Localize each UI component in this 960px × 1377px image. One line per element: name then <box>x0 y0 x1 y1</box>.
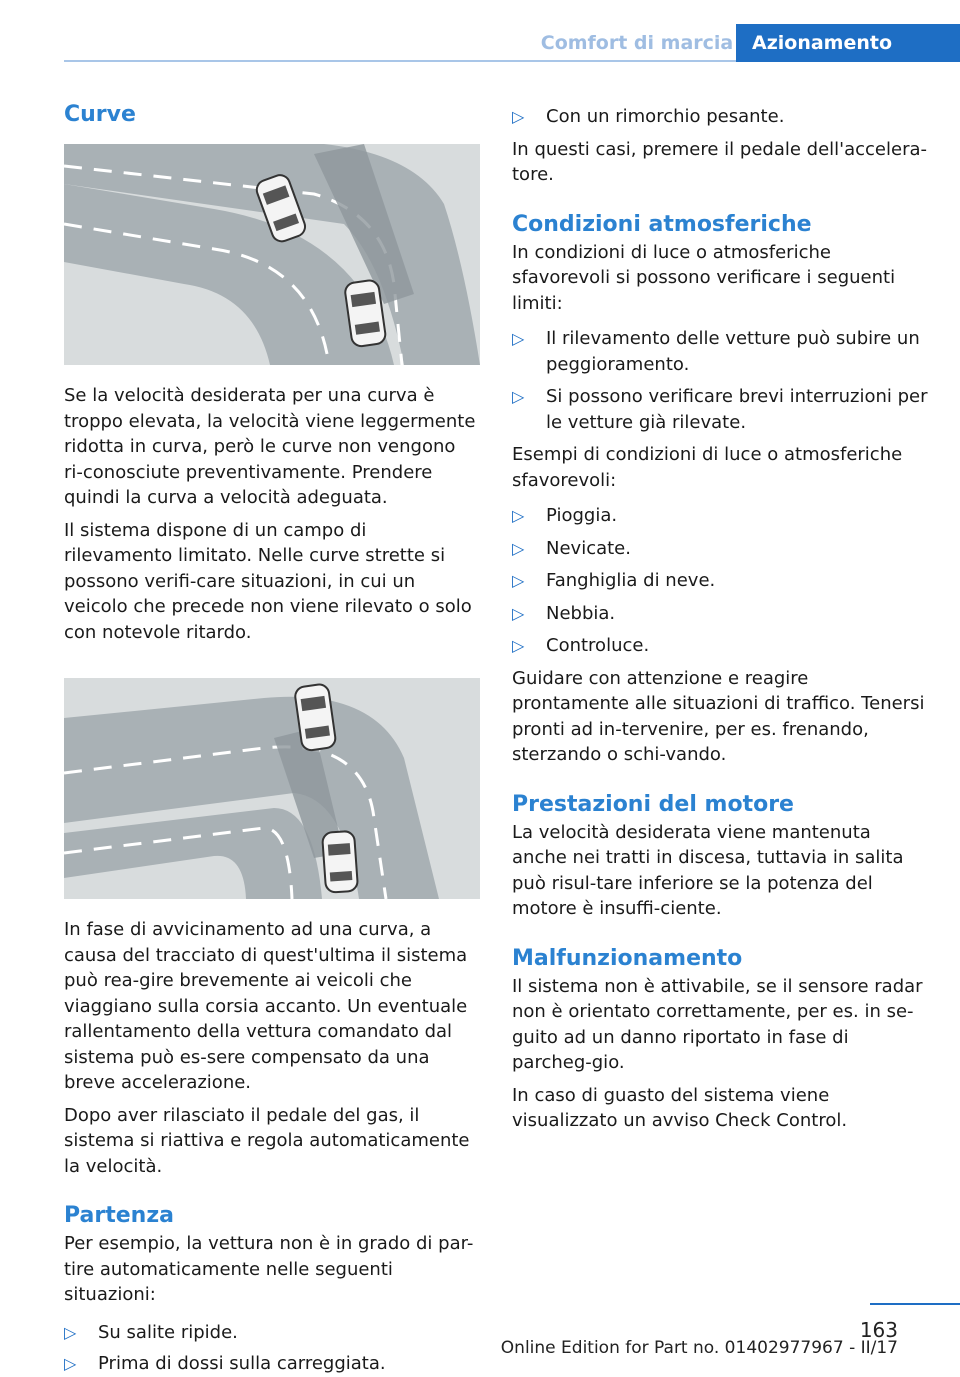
start-paragraph-1: Per esempio, la vettura non è in grado di par-tire automaticamente nelle seguenti situazioni: <box>64 1233 474 1305</box>
malfunction-heading: Malfunzionamento <box>512 945 743 971</box>
list-item: ▷ Prima di dossi sulla carreggiata. <box>64 1351 480 1377</box>
bullet-triangle-icon: ▷ <box>512 538 525 558</box>
header-section-tab: Comfort di marcia <box>540 32 734 54</box>
footer-rule <box>870 1303 960 1305</box>
list-item: ▷ Controluce. <box>512 633 928 659</box>
page-number: 163 <box>859 1318 898 1342</box>
curve-paragraph-3: In fase di avvicinamento ad una curva, a causa del tracciato di quest'ultima il sistema può rea-gire brevemente ai veicoli che viaggiano sulla corsia accanto. Un eventuale rallentamento della vettura comandato dal sistema può es-sere compensato da una breve accelerazione. <box>64 919 468 1093</box>
bullet-triangle-icon: ▷ <box>512 506 525 525</box>
weather-paragraph-3: Guidare con attenzione e reagire prontamente alle situazioni di traffico. Tenersi pronti ad in-tervenire, per es. frenando, sterzando o schi-vando. <box>512 667 925 765</box>
bullet-triangle-icon: ▷ <box>512 387 525 406</box>
list-item: ▷ Pioggia. <box>512 503 928 529</box>
continued-paragraph: In questi casi, premere il pedale dell'accelera-tore. <box>512 138 927 185</box>
bullet-triangle-icon: ▷ <box>512 329 525 348</box>
left-column <box>64 100 480 1377</box>
bullet-triangle-icon: ▷ <box>64 1322 77 1342</box>
right-column <box>512 104 928 1134</box>
list-item: ▷ Con un rimorchio pesante. <box>512 104 928 130</box>
list-item: ▷ Nevicate. <box>512 536 928 562</box>
curve-illustration-2 <box>64 678 480 899</box>
list-item: ▷ Il rilevamento delle vetture può subire un peggioramento. <box>512 328 920 375</box>
start-heading: Partenza <box>64 1203 174 1228</box>
bullet-triangle-icon: ▷ <box>512 571 525 590</box>
curve-heading: Curve <box>64 102 136 127</box>
malfunction-paragraph-2: In caso di guasto del sistema viene visualizzato un avviso Check Control. <box>512 1084 848 1131</box>
weather-paragraph-1: In condizioni di luce o atmosferiche sfavorevoli si possono verificare i seguenti limiti: <box>512 241 896 314</box>
malfunction-paragraph-1: Il sistema non è attivabile, se il sensore radar non è orientato correttamente, per es. in se-guito ad un danno riportato in fase di parcheg-gio. <box>512 975 923 1073</box>
bullet-triangle-icon: ▷ <box>512 636 525 655</box>
curve-paragraph-1: Se la velocità desiderata per una curva è troppo elevata, la velocità viene leggermente ridotta in curva, però le curve non vengono ri-conosciute preventivamente. Prendere quindi la curva a velocità adeguata. <box>64 385 476 508</box>
engine-paragraph-1: La velocità desiderata viene mantenuta anche nei tratti in discesa, tuttavia in salita può risul-tare inferiore se la potenza del motore è insuffi-ciente. <box>512 821 904 919</box>
header-chapter-tab: Azionamento <box>736 24 960 62</box>
bullet-triangle-icon: ▷ <box>512 603 525 623</box>
curve-paragraph-4: Dopo aver rilasciato il pedale del gas, il sistema si riattiva e regola automaticamente la velocità. <box>64 1104 470 1177</box>
bullet-triangle-icon: ▷ <box>512 107 525 126</box>
engine-heading: Prestazioni del motore <box>512 791 794 817</box>
curve-paragraph-2: Il sistema dispone di un campo di rilevamento limitato. Nelle curve strette si possono verifi-care situazioni, in cui un veicolo che precede non viene rilevato o solo con notevole ritardo. <box>64 519 472 643</box>
list-item: ▷ Si possono verificare brevi interruzioni per le vetture già rilevate. <box>512 386 928 433</box>
footer-edition: Online Edition for Part no. 01402977967 - II/17 <box>500 1338 898 1358</box>
weather-heading: Condizioni atmosferiche <box>512 211 812 237</box>
curve-illustration-1 <box>64 144 480 365</box>
weather-paragraph-2: Esempi di condizioni di luce o atmosferiche sfavorevoli: <box>512 444 903 491</box>
bullet-triangle-icon: ▷ <box>64 1354 77 1373</box>
list-item: ▷ Fanghiglia di neve. <box>512 568 928 594</box>
list-item: ▷ Nebbia. <box>512 601 928 627</box>
list-item: ▷ Su salite ripide. <box>64 1320 480 1346</box>
